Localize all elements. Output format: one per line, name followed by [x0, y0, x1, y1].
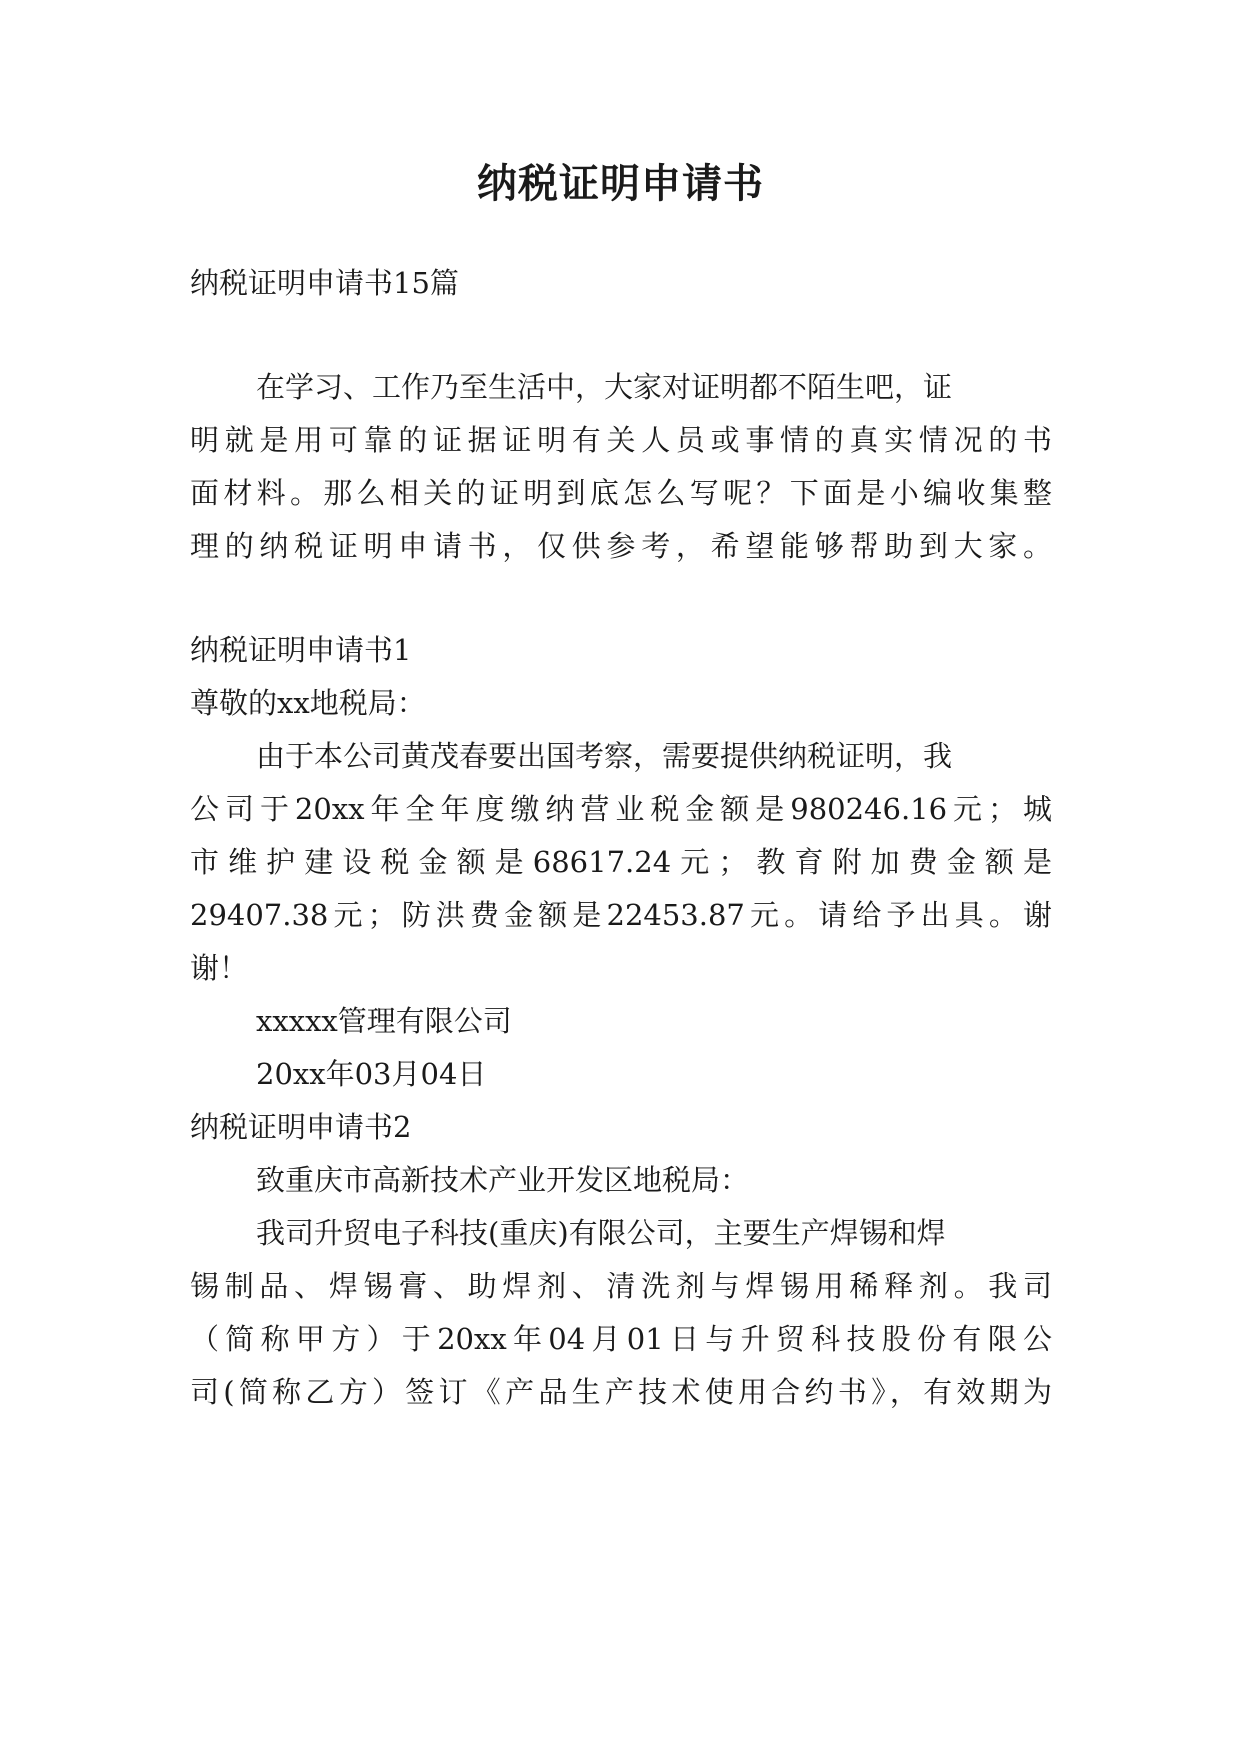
document-subtitle: 纳税证明申请书15篇 — [190, 266, 459, 300]
section1-body-line: 市维护建设税金额是68617.24元；教育附加费金额是 — [190, 845, 1052, 879]
section1-signature: xxxxx管理有限公司 — [256, 1004, 512, 1038]
document-title: 纳税证明申请书 — [477, 161, 764, 207]
section1-body-line: 29407.38元；防洪费金额是22453.87元。请给予出具。谢 — [190, 898, 1052, 932]
intro-line: 面材料。那么相关的证明到底怎么写呢？下面是小编收集整 — [190, 476, 1052, 510]
section1-heading: 纳税证明申请书1 — [190, 633, 412, 667]
section1-body-line: 谢！ — [190, 951, 249, 985]
section2-body-line: 我司升贸电子科技(重庆)有限公司，主要生产焊锡和焊 — [256, 1216, 946, 1250]
intro-line: 理的纳税证明申请书，仅供参考，希望能够帮助到大家。 — [190, 529, 1052, 563]
section2-salutation: 致重庆市高新技术产业开发区地税局： — [256, 1163, 750, 1197]
section2-body-line: （简称甲方）于20xx年04月01日与升贸科技股份有限公 — [190, 1322, 1052, 1356]
section1-salutation: 尊敬的xx地税局： — [190, 686, 426, 720]
section2-body-line: 锡制品、焊锡膏、助焊剂、清洗剂与焊锡用稀释剂。我司 — [190, 1269, 1052, 1303]
section1-date: 20xx年03月04日 — [256, 1057, 487, 1091]
intro-line: 在学习、工作乃至生活中，大家对证明都不陌生吧，证 — [256, 370, 953, 404]
intro-line: 明就是用可靠的证据证明有关人员或事情的真实情况的书 — [190, 423, 1052, 457]
section1-body-line: 公司于20xx年全年度缴纳营业税金额是980246.16元；城 — [190, 792, 1052, 826]
section1-body-line: 由于本公司黄茂春要出国考察，需要提供纳税证明，我 — [256, 739, 953, 773]
section2-heading: 纳税证明申请书2 — [190, 1110, 412, 1144]
section2-body-line: 司(简称乙方）签订《产品生产技术使用合约书》，有效期为 — [190, 1375, 1052, 1409]
